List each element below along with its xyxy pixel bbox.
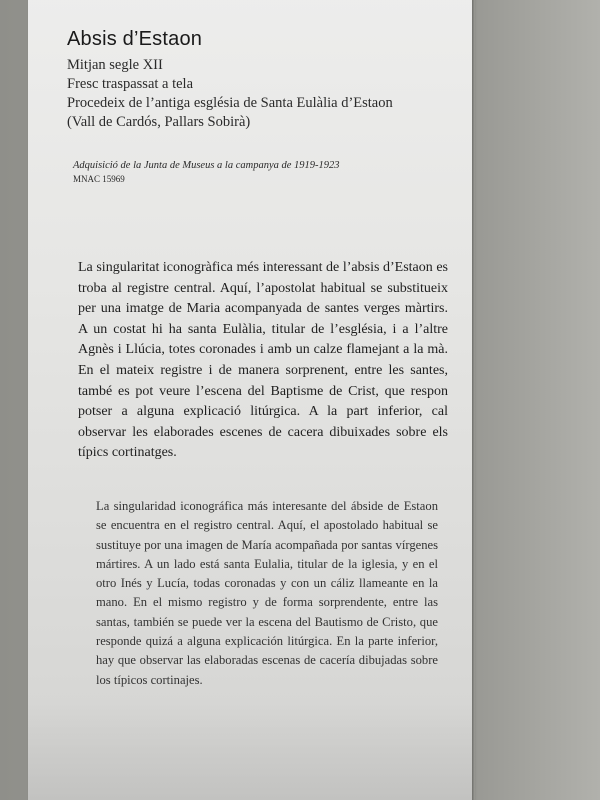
date-line: Mitjan segle XII (67, 57, 163, 73)
artwork-title: Absis d’Estaon (67, 28, 203, 50)
technique-line: Fresc traspassat a tela (67, 76, 194, 92)
panel-edge (472, 0, 475, 800)
location-line: (Vall de Cardós, Pallars Sobirà) (67, 114, 251, 130)
wall (470, 0, 600, 800)
description-spanish: La singularidad iconográfica más interesante del ábside de Estaon se encuentra en el registro central. Aquí, el apostolado habitual se sustituye por una imagen de María acompañada por santas vírgenes mártires. A un lado está santa Eulalia, titular de la iglesia, y en el otro Inés y Lucía, todas coronadas y con un cáliz llameante en la mano. En el mismo registro y de forma sorprendente, entre las santas, también se puede ver la escena del Bautismo de Cristo, que responde quizá a alguna explicación litúrgica. En la parte inferior, hay que observar las elaboradas escenas de cacería dibujadas sobre los típicos cortinajes. (96, 499, 438, 687)
inventory-number: MNAC 15969 (73, 174, 125, 184)
bottom-shading (28, 700, 472, 800)
description-catalan: La singularitat iconogràfica més interessant de l’absis d’Estaon es troba al registre central. Aquí, l’apostolat habitual se substitueix per una imatge de Maria acompanyada de santes verges màrtirs. A un costat hi ha santa Eulàlia, titular de l’església, i a l’altre Agnès i Llúcia, totes coronades i amb un calze flamejant a la mà. En el mateix registre i de manera sorprenent, entre les santes, també es pot veure l’escena del Baptisme de Crist, que respon potser a alguna explicació litúrgica. A la part inferior, cal observar les elaborades escenes de cacera dibuixades sobre els típics cortinatges. (78, 260, 448, 461)
acquisition-note: Adquisició de la Junta de Museus a la campanya de 1919-1923 (73, 160, 340, 171)
artwork-details (67, 56, 393, 132)
provenance-line: Procedeix de l’antiga església de Santa Eulàlia d’Estaon (67, 95, 393, 111)
